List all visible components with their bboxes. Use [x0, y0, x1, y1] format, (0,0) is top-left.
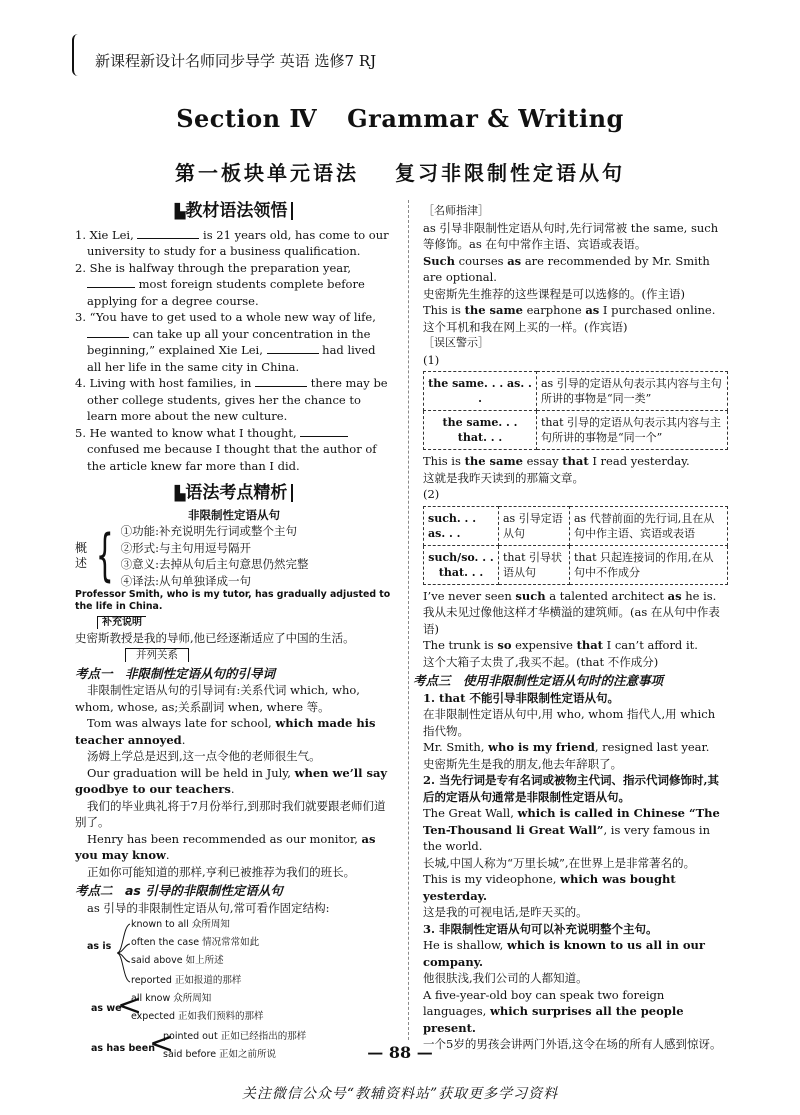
header-ornament — [72, 34, 82, 76]
exercise-item: 1. Xie Lei, is 21 years old, has come to our university to study for a business qualification. — [75, 227, 389, 258]
brace-icon: < — [117, 988, 143, 1023]
example-en: He is shallow, which is known to us all in our company. — [423, 938, 705, 969]
table-row — [424, 506, 728, 545]
rule-heading: 1. that 不能引导非限制性定语从句。 — [423, 690, 619, 705]
rule-heading: 3. 非限制性定语从句可以补充说明整个主句。 — [423, 921, 658, 936]
exercise-item: 2. She is halfway through the preparation year, most foreign students complete before applying for a degree course. — [75, 260, 365, 308]
example-en: Mr. Smith, who is my friend, resigned last year. — [423, 740, 710, 754]
exercise-item: 4. Living with host families, in there may be other college students, gives her the chance to learn more about the new culture. — [75, 376, 388, 423]
paragraph: 非限制性定语从句的引导词有:关系代词 which, who, whom, whose, as;关系副词 when, where 等。 — [75, 683, 360, 714]
example-cn: 汤姆上学总是迟到,这一点令他的老师很生气。 — [87, 749, 321, 763]
example-cn: 我们的毕业典礼将于7月份举行,到那时我们就要跟老师们道别了。 — [75, 798, 386, 829]
column-divider — [408, 200, 409, 1040]
paragraph: 在非限制性定语从句中,用 who, whom 指代人,用 which 指代物。 — [423, 707, 716, 738]
table-cell: that 只起连接词的作用,在从句中不作成分 — [570, 545, 728, 584]
section-subtitle: 第一板块单元语法 复习非限制性定语从句 — [175, 161, 625, 185]
example-cn: 正如你可能知道的那样,亨利已被推荐为我们的班长。 — [87, 864, 356, 879]
example-cn: 史密斯教授是我的导师,他已经逐渐适应了中国的生活。 — [75, 630, 355, 645]
rule-heading: 2. 当先行词是专有名词或被物主代词、指示代词修饰时,其后的定语从句通常是非限制性定语从句。 — [423, 773, 720, 804]
comparison-table-2 — [423, 506, 728, 585]
key-point-2: 考点二 as 引导的非限制性定语从句 — [75, 883, 283, 898]
as-group-label: as has been — [91, 1043, 155, 1054]
table-cell: that 引导的定语从句表示其内容与主句所讲的事物是“同一个” — [537, 411, 728, 450]
as-item: reported 正如报道的那样 — [131, 975, 242, 986]
example-en: This is my videophone, which was bought yesterday. — [423, 872, 676, 903]
example-en: Henry has been recommended as our monitor, as you may know. — [75, 831, 376, 862]
example-en: Such courses as are recommended by Mr. Smith are optional. — [423, 253, 710, 284]
example-cn: 这个大箱子太贵了,我买不起。(that 不作成分) — [423, 654, 659, 669]
example-cn: 长城,中国人称为“万里长城”,在世界上是非常著名的。 — [423, 855, 696, 870]
answer-blank[interactable] — [300, 426, 348, 437]
brace-icon: { — [95, 523, 114, 588]
example-en: Professor Smith, who is my tutor, has gradually adjusted to the life in China. — [75, 589, 391, 612]
answer-blank[interactable] — [267, 343, 319, 354]
answer-blank[interactable] — [87, 277, 135, 288]
as-group-label: as we — [91, 1003, 122, 1014]
overview-box — [75, 523, 393, 589]
overview-label: 概述 — [75, 541, 88, 570]
left-column — [75, 201, 393, 1066]
table-row — [424, 411, 728, 450]
example-cn: 这是我的可视电话,是昨天买的。 — [423, 905, 588, 919]
table-cell: as 引导定语从句 — [499, 506, 570, 545]
as-item: known to all 众所周知 — [131, 919, 230, 930]
example-cn: 这个耳机和我在网上买的一样。(作宾语) — [423, 319, 628, 334]
as-item: pointed out 正如已经指出的那样 — [163, 1031, 307, 1042]
warning-tag: ［误区警示］ — [423, 336, 489, 349]
as-item: said before 正如之前所说 — [163, 1049, 277, 1060]
heading-textbook-grammar: ▙教材语法领悟 — [75, 202, 393, 221]
example-en: This is the same essay that I read yesterday. — [423, 454, 690, 468]
example-cn: 这就是我昨天读到的那篇文章。 — [423, 470, 584, 485]
as-item: often the case 情况常常如此 — [131, 937, 260, 948]
as-item: all know 众所周知 — [131, 993, 212, 1004]
example-cn: 他很肤浅,我们公司的人都知道。 — [423, 971, 588, 985]
example-en: Our graduation will be held in July, when we’ll say goodbye to our teachers. — [75, 765, 388, 796]
table-cell: as 引导的定语从句表示其内容与主句所讲的事物是“同一类” — [537, 372, 728, 411]
tree-branch — [115, 918, 131, 988]
exercise-list — [75, 227, 393, 475]
running-header: 新课程新设计名师同步导学 英语 选修7 RJ — [95, 52, 377, 70]
overview-item: ④译法:从句单独译成一句 — [120, 573, 252, 588]
table-row — [424, 545, 728, 584]
table-cell: such/so. . . that. . . — [424, 545, 499, 584]
overview-item: ③意义:去掉从句后主句意思仍然完整 — [120, 557, 309, 571]
table-cell: the same. . . that. . . — [424, 411, 537, 450]
footer-note: 关注微信公众号“教辅资料站”获取更多学习资料 — [241, 1086, 559, 1102]
exercise-item: 5. He wanted to know what I thought, confused me because I thought that the author of the article knew far more than I did. — [75, 425, 377, 473]
key-point-1: 考点一 非限制性定语从句的引导词 — [75, 665, 276, 681]
as-item: said above 如上所述 — [131, 955, 224, 966]
table-row — [424, 372, 728, 411]
section-title: Section Ⅳ Grammar & Writing — [176, 104, 624, 133]
comparison-table-1 — [423, 371, 728, 450]
heading-grammar-analysis: ▙语法考点精析 — [75, 484, 393, 503]
answer-blank[interactable] — [137, 228, 199, 239]
exercise-item: 3. “You have to get used to a whole new way of life, can take up all your concentration in the beginning,” explained Xie Lei, had lived all her life in the same city in China. — [75, 310, 376, 374]
nonrestrictive-title: 非限制性定语从句 — [188, 507, 280, 522]
answer-blank[interactable] — [87, 327, 129, 338]
table-cell: as 代替前面的先行词,且在从句中作主语、宾语或表语 — [570, 506, 728, 545]
table-cell: that 引导状语从句 — [499, 545, 570, 584]
example-cn: 我从未见过像他这样才华横溢的建筑师。(as 在从句中作表语) — [423, 605, 720, 636]
as-item: expected 正如我们预料的那样 — [131, 1011, 264, 1022]
item-number: (2) — [423, 487, 440, 501]
annotation-tag: 并列关系 — [125, 648, 189, 662]
as-group-label: as is — [87, 941, 112, 952]
example-en: The Great Wall, which is called in Chinese “The Ten-Thousand li Great Wall”, is very famous in the world. — [423, 806, 720, 853]
table-cell: the same. . . as. . . — [424, 372, 537, 411]
paragraph: as 引导非限制性定语从句时,先行词常被 the same, such 等修饰。as 在句中常作主语、宾语或表语。 — [423, 220, 719, 251]
bookmark-icon: ▙ — [174, 486, 186, 502]
example-en: I’ve never seen such a talented architect as he is. — [423, 588, 717, 603]
item-number: (1) — [423, 352, 440, 367]
example-en: This is the same earphone as I purchased online. — [423, 303, 716, 317]
key-point-3: 考点三 使用非限制性定语从句时的注意事项 — [413, 673, 664, 688]
answer-blank[interactable] — [255, 376, 307, 387]
page-number: — 88 — — [367, 1043, 433, 1062]
right-column — [413, 203, 728, 1053]
bookmark-icon: ▙ — [174, 204, 186, 220]
paragraph: as 引导的非限制性定语从句,常可看作固定结构: — [87, 900, 330, 915]
example-cn: 史密斯先生推荐的这些课程是可以选修的。(作主语) — [423, 286, 685, 301]
table-cell: such. . . as. . . — [424, 506, 499, 545]
tip-tag: ［名师指津］ — [423, 204, 489, 217]
example-en: A five-year-old boy can speak two foreign languages, which surprises all the people present. — [423, 987, 684, 1035]
example-cn: 史密斯先生是我的朋友,他去年辞职了。 — [423, 756, 623, 771]
annotation-tag: 补充说明 — [97, 616, 146, 629]
brace-icon: < — [149, 1026, 175, 1061]
example-en: The trunk is so expensive that I can’t afford it. — [423, 638, 698, 652]
overview-item: ②形式:与主句用逗号隔开 — [120, 540, 252, 555]
example-en: Tom was always late for school, which made his teacher annoyed. — [75, 716, 376, 747]
overview-item: ①功能:补充说明先行词或整个主句 — [120, 524, 298, 538]
example-cn: 一个5岁的男孩会讲两门外语,这令在场的所有人感到惊讶。 — [423, 1037, 722, 1051]
